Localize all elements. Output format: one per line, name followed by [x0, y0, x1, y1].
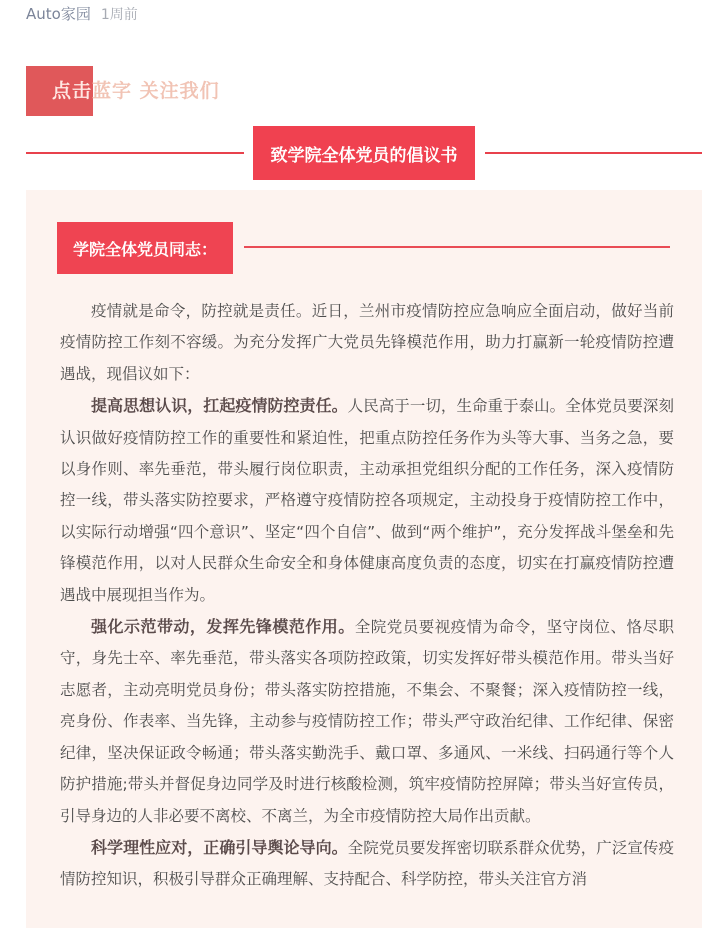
letter-body: [26, 190, 702, 928]
salutation-heading: 学院全体党员同志：: [57, 222, 233, 274]
paragraph-text: 全院党员要视疫情为命令，坚守岗位、恪尽职守，身先士卒、率先垂范，带头落实各项防控政策，切实发挥好带头模范作用。带头当好志愿者，主动亮明党员身份；带头落实防控措施，不集会、不聚餐；深入疫情防控一线，亮身份、作表率、当先锋，主动参与疫情防控工作；带头严守政治纪律、工作纪律、保密纪律，坚决保证政令畅通；带头落实勤洗手、戴口罩、多通风、一米线、扫码通行等个人防护措施;带头并督促身边同学及时进行核酸检测，筑牢疫情防控屏障；带头当好宣传员，引导身边的人非必要不离校、不离兰，为全市疫情防控大局作出贡献。: [60, 618, 674, 825]
paragraph: [60, 611, 674, 832]
publish-time: 1周前: [100, 7, 138, 23]
article-title: 致学院全体党员的倡议书: [253, 126, 475, 180]
paragraph: [60, 295, 674, 390]
letter-text: [60, 295, 674, 896]
paragraph-heading: 科学理性应对，正确引导舆论导向。: [91, 837, 348, 857]
title-divider-left: [26, 152, 244, 154]
source-name[interactable]: Auto家园: [26, 5, 91, 23]
paragraph-heading: 强化示范带动，发挥先锋模范作用。: [91, 617, 355, 637]
follow-text-part1: 点击: [52, 80, 93, 102]
paragraph-text: 疫情就是命令，防控就是责任。近日，兰州市疫情防控应急响应全面启动，做好当前疫情防控工作刻不容缓。为充分发挥广大党员先锋模范作用，助力打赢新一轮疫情防控遭遇战，现倡议如下：: [60, 302, 674, 383]
follow-text-part2: 蓝字 关注我们: [92, 80, 220, 102]
paragraph-text: 人民高于一切，生命重于泰山。全体党员要深刻认识做好疫情防控工作的重要性和紧迫性，把重点防控任务作为头等大事、当务之急，要以身作则、率先垂范，带头履行岗位职责，主动承担党组织分配的工作任务，深入疫情防控一线，带头落实防控要求，严格遵守疫情防控各项规定，主动投身于疫情防控工作中，以实际行动增强“四个意识”、坚定“四个自信”、做到“两个维护”，充分发挥战斗堡垒和先锋模范作用，以对人民群众生命安全和身体健康高度负责的态度，切实在打赢疫情防控遭遇战中展现担当作为。: [60, 397, 674, 604]
article-meta: [26, 4, 138, 25]
paragraph: [60, 832, 674, 896]
follow-banner[interactable]: [52, 79, 220, 103]
paragraph-heading: 提高思想认识，扛起疫情防控责任。: [91, 396, 348, 416]
title-divider-right: [485, 152, 702, 154]
paragraph-text: 全院党员要发挥密切联系群众优势，广泛宣传疫情防控知识，积极引导群众正确理解、支持配合、科学防控，带头关注官方消: [60, 838, 674, 889]
paragraph: [60, 390, 674, 611]
salutation-divider: [244, 246, 670, 248]
